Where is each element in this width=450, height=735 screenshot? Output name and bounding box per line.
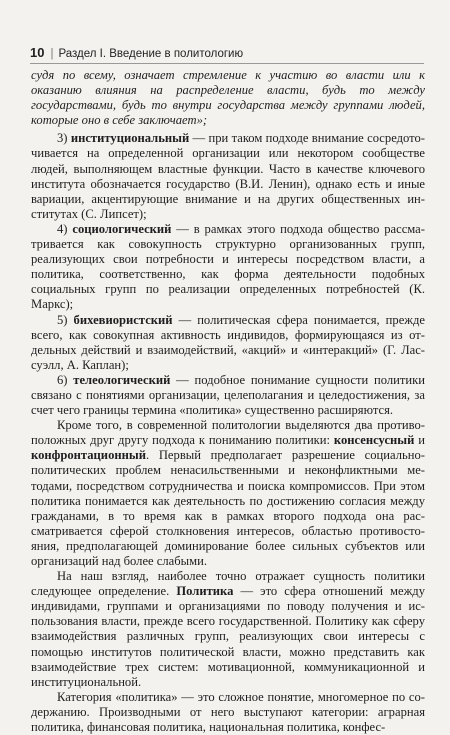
list-item-teleological (31, 373, 425, 418)
list-item-institutional (31, 131, 425, 222)
list-item-behaviorist (31, 313, 425, 373)
section-title: Раздел I. Введение в политологию (58, 48, 244, 60)
page-number: 10 (30, 45, 45, 60)
item-text: — в рамках этого подхода общество рассматривается как совокупность структурно организованных групп, реализующих свои потребности и интересы посредством власти, а политика, соответственно, как форма деятельности подобных социальных групп по реализации определенных потребностей (К. Маркс); (31, 221, 425, 312)
list-item-sociological (31, 222, 425, 313)
item-number: 3) (57, 131, 68, 146)
item-number: 6) (57, 372, 68, 387)
header-separator: | (50, 48, 54, 60)
item-term: социологический (72, 221, 172, 236)
quote-continuation: судя по всему, означает стремление к участию во власти или к оказанию влияния на распределение власти, будь то между государствами, будь то внутри государства между группами людей, которые оно в себе заключает»; (31, 68, 425, 128)
item-term: бихевиористский (73, 312, 173, 327)
paragraph-category: Категория «политика» — это сложное понятие, многомерное по содержанию. Производными от него выступают категории: аграрная политика, финансовая политика, национальная политика, конфес- (31, 689, 425, 735)
item-term: телеологический (73, 372, 171, 387)
term-confrontation: конфронтационный (31, 448, 146, 463)
item-number: 5) (57, 312, 68, 327)
term-consensus: консенсусный (333, 433, 415, 448)
item-number: 4) (57, 221, 68, 236)
term-politics: Политика (176, 584, 234, 599)
item-text: — при таком подходе внимание сосредоточивается на определенной организации или некотором сообществе людей, выполняющем властные функции. Часто в качестве ключевого института обозначается государство (В.И. Ленин), однако есть и иные вариации, акцентирующие внимание и на других общественных институтах (С. Липсет); (31, 131, 425, 221)
running-header (30, 45, 424, 60)
item-text: — подобное понимание сущности политики связано с понятиями организации, целеполагания и целедостижения, за счет чего границы термина «политика» существенно расширяются. (31, 372, 425, 418)
page-body (31, 68, 425, 735)
item-term: институциональный (70, 131, 190, 146)
paragraph-definition: На наш взгляд, наиболее точно отражает сущность политики следующее определение. Политика — это сфера отношений между индивидами, группами и организациями по поводу получения и использования власти, прежде всего государственной. Политику как сферу взаимодействия различных групп, реализующих свои интересы с помощью институтов политической власти, можно представить как взаимодействие трех систем: мотивационной, коммуникационной и институциональной. (31, 569, 425, 689)
item-text: — политическая сфера понимается, прежде всего, как совокупная активность индивидов, формирующаяся из отдельных действий и взаимодействий, «акций» и «интеракций» (Г. Лассуэлл, А. Каплан); (31, 312, 425, 372)
paragraph-approaches: Кроме того, в современной политологии выделяются два противоположных друг другу подхода к пониманию политики: консенсусный и конфронтационный. Первый предполагает разрешение социально-политических проблем ненасильственными и неконфликтными методами, посредством сотрудничества и поиска компромиссов. При этом политика понимается как деятельность по достижению согласия между гражданами, в то время как в рамках второго подхода она рассматривается сферой столкновения интересов, областью противостояния, предполагающей доминирование более сильных субъектов или организаций над более слабыми. (31, 418, 425, 568)
header-rule (30, 63, 424, 64)
